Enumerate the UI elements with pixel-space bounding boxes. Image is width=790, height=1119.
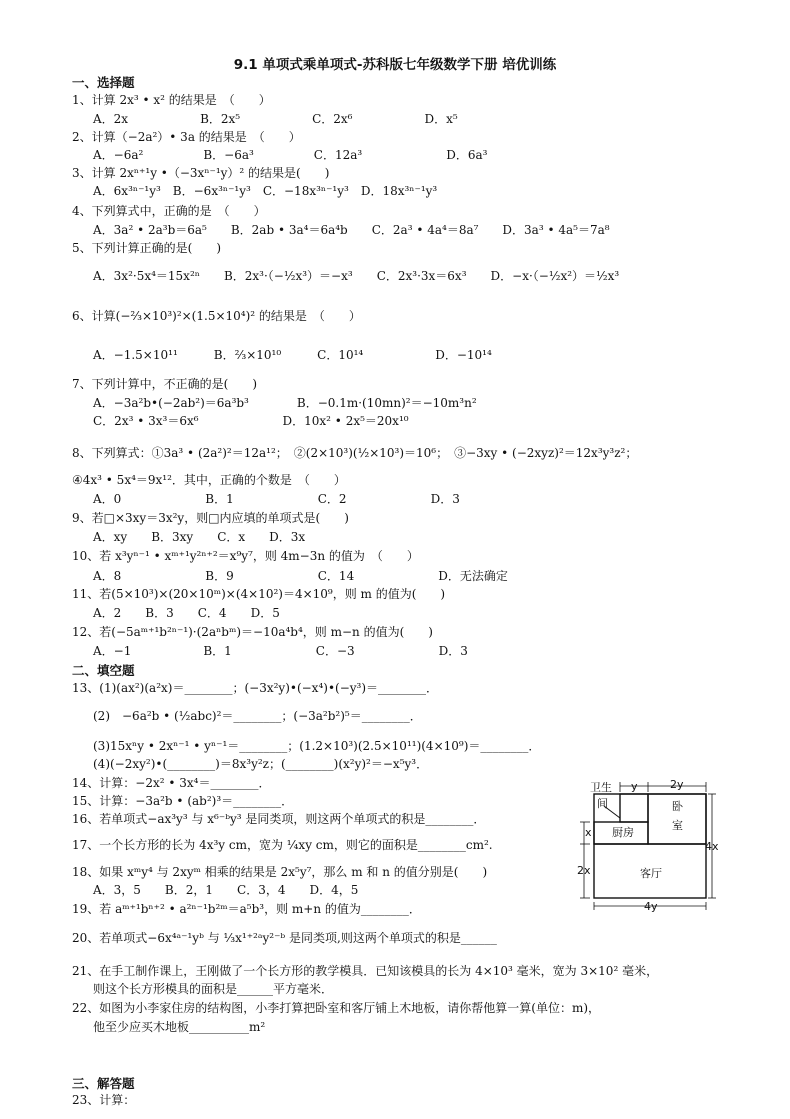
question-13-3: (3)15xⁿy • 2xⁿ⁻¹ • yⁿ⁻¹＝________；(1.2×10³)(2.5×10¹¹)(4×10⁹)＝________． (93, 739, 541, 753)
label-living-room: 客厅 (640, 867, 662, 880)
label-bathroom-bottom: 间 (597, 797, 608, 810)
question-4: 4、下列算式中，正确的是 （ ） (72, 204, 266, 218)
label-kitchen: 厨房 (612, 826, 634, 839)
question-8-cont: ④4x³ • 5x⁴＝9x¹²．其中，正确的个数是 （ ） (72, 473, 346, 487)
question-17: 17、一个长方形的长为 4x³y cm，宽为 ¼xy cm，则它的面积是________cm². (72, 838, 493, 852)
question-7-options-ab: A．−3a²b•(−2ab²)＝6a³b³ B．−0.1m·(10mn)²＝−10m³n² (93, 396, 477, 410)
question-11: 11、若(5×10³)×(20×10ᵐ)×(4×10²)＝4×10⁹，则 m 的值为( ) (72, 587, 446, 601)
question-11-options: A．2 B．3 C．4 D．5 (93, 606, 280, 620)
question-7-options-cd: C．2x³ • 3x³＝6x⁶ D．10x² • 2x⁵＝20x¹⁰ (93, 414, 409, 428)
question-4-options: A．3a² • 2a³b＝6a⁵ B．2ab • 3a⁴＝6a⁴b C．2a³ • 4a⁴＝8a⁷ D．3a³ • 4a⁵＝7a⁸ (93, 223, 610, 237)
question-2-options: A．−6a² B．−6a³ C．12a³ D．6a³ (93, 148, 488, 162)
label-bedroom-top: 卧 (672, 800, 683, 813)
dim-bottom-4y: 4y (644, 900, 658, 913)
question-8: 8、下列算式：①3a³ • (2a²)²＝12a¹²； ②(2×10³)(½×10³)＝10⁶； ③−3xy • (−2xyz)²＝12x³y³z²； (72, 446, 638, 460)
question-9-options: A．xy B．3xy C．x D．3x (93, 530, 306, 544)
question-13-4: (4)(−2xy²)•(________)＝8x³y²z；(________)(x²y)²＝−x⁵y³． (93, 757, 429, 771)
question-23: 23、计算： (72, 1093, 136, 1107)
question-22-cont: 他至少应买木地板__________m² (93, 1020, 266, 1034)
question-12-options: A．−1 B．1 C．−3 D．3 (93, 644, 468, 658)
label-bathroom-top: 卫生 (590, 781, 612, 794)
question-5-options: A．3x²·5x⁴＝15x²ⁿ B．2x³·（−½x³）＝−x³ C．2x³·3x＝6x³ D．−x·（−½x²）＝½x³ (93, 269, 620, 283)
question-6-options: A．−1.5×10¹¹ B．⅔×10¹⁰ C．10¹⁴ D．−10¹⁴ (93, 348, 492, 362)
dim-top-2y: 2y (670, 778, 684, 791)
section-fill: 二、填空题 (72, 663, 135, 678)
question-1-options: A．2x B．2x⁵ C．2x⁶ D．x⁵ (93, 112, 458, 126)
question-13-2: (2) −6a²b • (½abc)²＝________；(−3a²b²)⁵＝________． (93, 709, 422, 723)
question-7: 7、下列计算中，不正确的是( ) (72, 377, 257, 391)
question-2: 2、计算（−2a²）• 3a 的结果是 （ ） (72, 130, 301, 144)
section-solve: 三、解答题 (72, 1076, 135, 1091)
question-1: 1、计算 2x³ • x² 的结果是 （ ） (72, 93, 271, 107)
question-12: 12、若(−5aᵐ⁺¹b²ⁿ⁻¹)·(2aⁿbᵐ)＝−10a⁴b⁴，则 m−n 的值为( ) (72, 625, 433, 639)
question-10-options: A．8 B．9 C．14 D．无法确定 (93, 569, 508, 583)
question-20: 20、若单项式−6x⁴ᵃ⁻¹yᵇ 与 ⅓x¹⁺²ᵃy²⁻ᵇ 是同类项,则这两个单项式的积是______ (72, 931, 497, 945)
question-9: 9、若□×3xy＝3x²y，则□内应填的单项式是( ) (72, 511, 349, 525)
question-15: 15、计算：−3a²b • (ab²)³＝________． (72, 794, 294, 808)
label-bedroom-bottom: 室 (672, 819, 683, 832)
question-5: 5、下列计算正确的是( ) (72, 241, 221, 255)
dim-left-x: x (585, 826, 592, 839)
question-3: 3、计算 2xⁿ⁺¹y •（−3xⁿ⁻¹y）² 的结果是( ) (72, 166, 330, 180)
question-13-1: 13、(1)(ax²)(a²x)＝________；(−3x²y)•(−x⁴)•(−y³)＝________． (72, 681, 439, 695)
section-choice: 一、选择题 (72, 75, 135, 90)
question-16: 16、若单项式−ax³y³ 与 x⁶⁻ᵇy³ 是同类项，则这两个单项式的积是________． (72, 812, 486, 826)
dim-right-4x: 4x (705, 840, 719, 853)
question-8-options: A．0 B．1 C．2 D．3 (93, 492, 460, 506)
question-21-cont: 则这个长方形模具的面积是______平方毫米． (93, 982, 334, 996)
floor-plan-diagram (574, 778, 722, 914)
question-10: 10、若 x³yⁿ⁻¹ • xᵐ⁺¹y²ⁿ⁺²＝x⁹y⁷，则 4m−3n 的值为 （ ） (72, 549, 419, 563)
worksheet-title: 9.1 单项式乘单项式-苏科版七年级数学下册 培优训练 (233, 57, 557, 73)
question-3-options: A．6x³ⁿ⁻¹y³ B．−6x³ⁿ⁻¹y³ C．−18x³ⁿ⁻¹y³ D．18x³ⁿ⁻¹y³ (93, 184, 438, 198)
dim-left-2x: 2x (577, 864, 591, 877)
bathroom-room (620, 794, 648, 822)
question-18-options: A．3，5 B．2，1 C．3，4 D．4，5 (93, 883, 359, 897)
question-18: 18、如果 xᵐy⁴ 与 2xyᵐ 相乘的结果是 2x⁵y⁷，那么 m 和 n 的值分别是( ) (72, 865, 488, 879)
question-21: 21、在手工制作课上，王刚做了一个长方形的教学模具．已知该模具的长为 4×10³ 毫米，宽为 3×10² 毫米， (72, 964, 659, 978)
question-6: 6、计算(−⅔×10³)²×(1.5×10⁴)² 的结果是 （ ） (72, 309, 361, 323)
dim-top-y: y (631, 780, 638, 793)
floor-plan-outline (594, 794, 706, 898)
question-14: 14、计算：−2x² • 3x⁴＝________． (72, 776, 271, 790)
question-19: 19、若 aᵐ⁺¹bⁿ⁺² • a²ⁿ⁻¹b²ᵐ＝a⁵b³，则 m+n 的值为________． (72, 902, 421, 916)
question-22: 22、如图为小李家住房的结构图，小李打算把卧室和客厅铺上木地板，请你帮他算一算(单位：m)， (72, 1001, 601, 1015)
